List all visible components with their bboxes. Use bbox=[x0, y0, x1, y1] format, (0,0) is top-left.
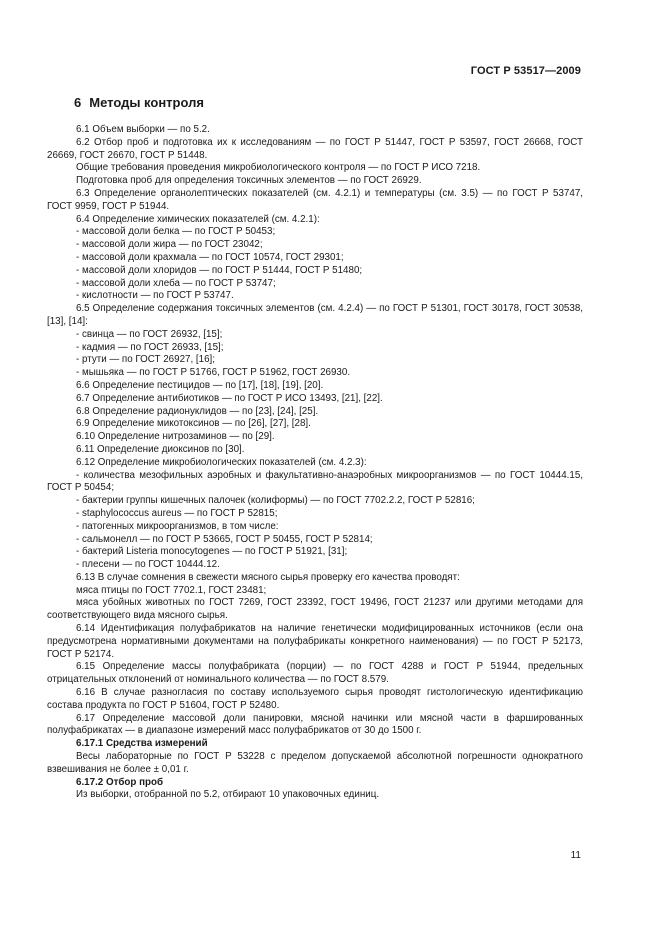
document-header: ГОСТ Р 53517—2009 bbox=[470, 65, 581, 77]
text-paragraph: - бактерий Listeria monocytogenes — по ГОСТ Р 51921, [31]; bbox=[76, 546, 348, 558]
text-paragraph: мяса убойных животных по ГОСТ 7269, ГОСТ 23392, ГОСТ 19496, ГОСТ 21237 или другими методами для соответствующего вида мясного сырья. bbox=[47, 597, 583, 622]
text-paragraph: - бактерии группы кишечных палочек (колиформы) — по ГОСТ 7702.2.2, ГОСТ Р 52816; bbox=[76, 495, 475, 507]
text-paragraph: 6.8 Определение радионуклидов — по [23], [24], [25]. bbox=[76, 405, 319, 417]
text-paragraph: 6.17.1 Средства измерений bbox=[76, 738, 208, 750]
text-paragraph: 6.17.2 Отбор проб bbox=[76, 776, 164, 788]
text-paragraph: 6.11 Определение диоксинов по [30]. bbox=[76, 443, 245, 455]
text-paragraph: - массовой доли жира — по ГОСТ 23042; bbox=[76, 239, 263, 251]
text-paragraph: 6.7 Определение антибиотиков — по ГОСТ Р ИСО 13493, [21], [22]. bbox=[76, 392, 383, 404]
text-paragraph: - массовой доли белка — по ГОСТ Р 50453; bbox=[76, 226, 276, 238]
text-paragraph: Общие требования проведения микробиологического контроля — по ГОСТ Р ИСО 7218. bbox=[76, 162, 481, 174]
text-paragraph: 6.15 Определение массы полуфабриката (порции) — по ГОСТ 4288 и ГОСТ Р 51944, предельных отрицательных отклонений от номинального количества — по ГОСТ 8.579. bbox=[47, 661, 583, 686]
section-number: 6 bbox=[74, 95, 82, 110]
text-paragraph: - свинца — по ГОСТ 26932, [15]; bbox=[76, 328, 223, 340]
text-paragraph: 6.2 Отбор проб и подготовка их к исследованиям — по ГОСТ Р 51447, ГОСТ Р 53597, ГОСТ 26668, ГОСТ 26669, ГОСТ 26670, ГОСТ Р 51448. bbox=[47, 136, 583, 161]
text-paragraph: мяса птицы по ГОСТ 7702.1, ГОСТ 23481; bbox=[76, 584, 267, 596]
text-paragraph: - staphylococcus aureus — по ГОСТ Р 52815; bbox=[76, 507, 278, 519]
text-paragraph: 6.17 Определение массовой доли панировки, мясной начинки или мясной части в фаршированных полуфабрикатах — в диапазоне измерений масс полуфабрикатов от 30 до 1500 г. bbox=[47, 712, 583, 737]
text-paragraph: 6.1 Объем выборки — по 5.2. bbox=[76, 124, 210, 135]
text-paragraph: 6.14 Идентификация полуфабрикатов на наличие генетически модифицированных источников (если она предусмотрена нормативными документами на полуфабрикаты конкретного наименования) — по ГОСТ Р 52173, ГОСТ Р 52174. bbox=[47, 623, 583, 660]
text-paragraph: - кадмия — по ГОСТ 26933, [15]; bbox=[76, 341, 224, 353]
text-paragraph: Из выборки, отобранной по 5.2, отбирают 10 упаковочных единиц. bbox=[76, 789, 380, 801]
text-paragraph: 6.9 Определение микотоксинов — по [26], [27], [28]. bbox=[76, 418, 311, 430]
text-paragraph: - сальмонелл — по ГОСТ Р 53665, ГОСТ Р 50455, ГОСТ Р 52814; bbox=[76, 533, 373, 545]
text-paragraph: 6.6 Определение пестицидов — по [17], [18], [19], [20]. bbox=[76, 379, 324, 391]
section-heading bbox=[74, 95, 204, 110]
text-paragraph: Весы лабораторные по ГОСТ Р 53228 с пределом допускаемой абсолютной погрешности однократного взвешивания не более ± 0,01 г. bbox=[47, 751, 583, 775]
page-number: 11 bbox=[570, 850, 581, 861]
text-paragraph: 6.4 Определение химических показателей (см. 4.2.1): bbox=[76, 213, 320, 225]
text-paragraph: - ртути — по ГОСТ 26927, [16]; bbox=[76, 354, 215, 366]
text-paragraph: 6.16 В случае разногласия по составу используемого сырья проводят гистологическую идентификацию состава продукта по ГОСТ Р 51604, ГОСТ Р 52480. bbox=[47, 687, 583, 711]
text-paragraph: - патогенных микроорганизмов, в том числе: bbox=[76, 520, 279, 532]
text-paragraph: - массовой доли хлоридов — по ГОСТ Р 51444, ГОСТ Р 51480; bbox=[76, 264, 363, 276]
section-title: Методы контроля bbox=[89, 95, 204, 110]
text-paragraph: 6.3 Определение органолептических показателей (см. 4.2.1) и температуры (см. 3.5) — по ГОСТ Р 53747, ГОСТ 9959, ГОСТ Р 51944. bbox=[47, 187, 583, 212]
text-paragraph: - массовой доли хлеба — по ГОСТ Р 53747; bbox=[76, 277, 276, 289]
text-paragraph: - кислотности — по ГОСТ Р 53747. bbox=[76, 290, 234, 302]
text-paragraph: 6.13 В случае сомнения в свежести мясного сырья проверку его качества проводят: bbox=[76, 571, 460, 583]
text-paragraph: - плесени — по ГОСТ 10444.12. bbox=[76, 559, 220, 571]
text-paragraph: - массовой доли крахмала — по ГОСТ 10574, ГОСТ 29301; bbox=[76, 251, 344, 263]
text-paragraph: 6.10 Определение нитрозаминов — по [29]. bbox=[76, 431, 275, 443]
text-paragraph: 6.12 Определение микробиологических показателей (см. 4.2.3): bbox=[76, 456, 367, 468]
section-body bbox=[47, 124, 583, 802]
text-paragraph: - количества мезофильных аэробных и факультативно-анаэробных микроорганизмов — по ГОСТ 10444.15, ГОСТ Р 50454; bbox=[47, 469, 583, 494]
text-paragraph: 6.5 Определение содержания токсичных элементов (см. 4.2.4) — по ГОСТ Р 51301, ГОСТ 30178, ГОСТ 30538, [13], [14]: bbox=[47, 303, 583, 327]
text-paragraph: - мышьяка — по ГОСТ Р 51766, ГОСТ Р 51962, ГОСТ 26930. bbox=[76, 367, 351, 379]
text-paragraph: Подготовка проб для определения токсичных элементов — по ГОСТ 26929. bbox=[76, 175, 422, 187]
